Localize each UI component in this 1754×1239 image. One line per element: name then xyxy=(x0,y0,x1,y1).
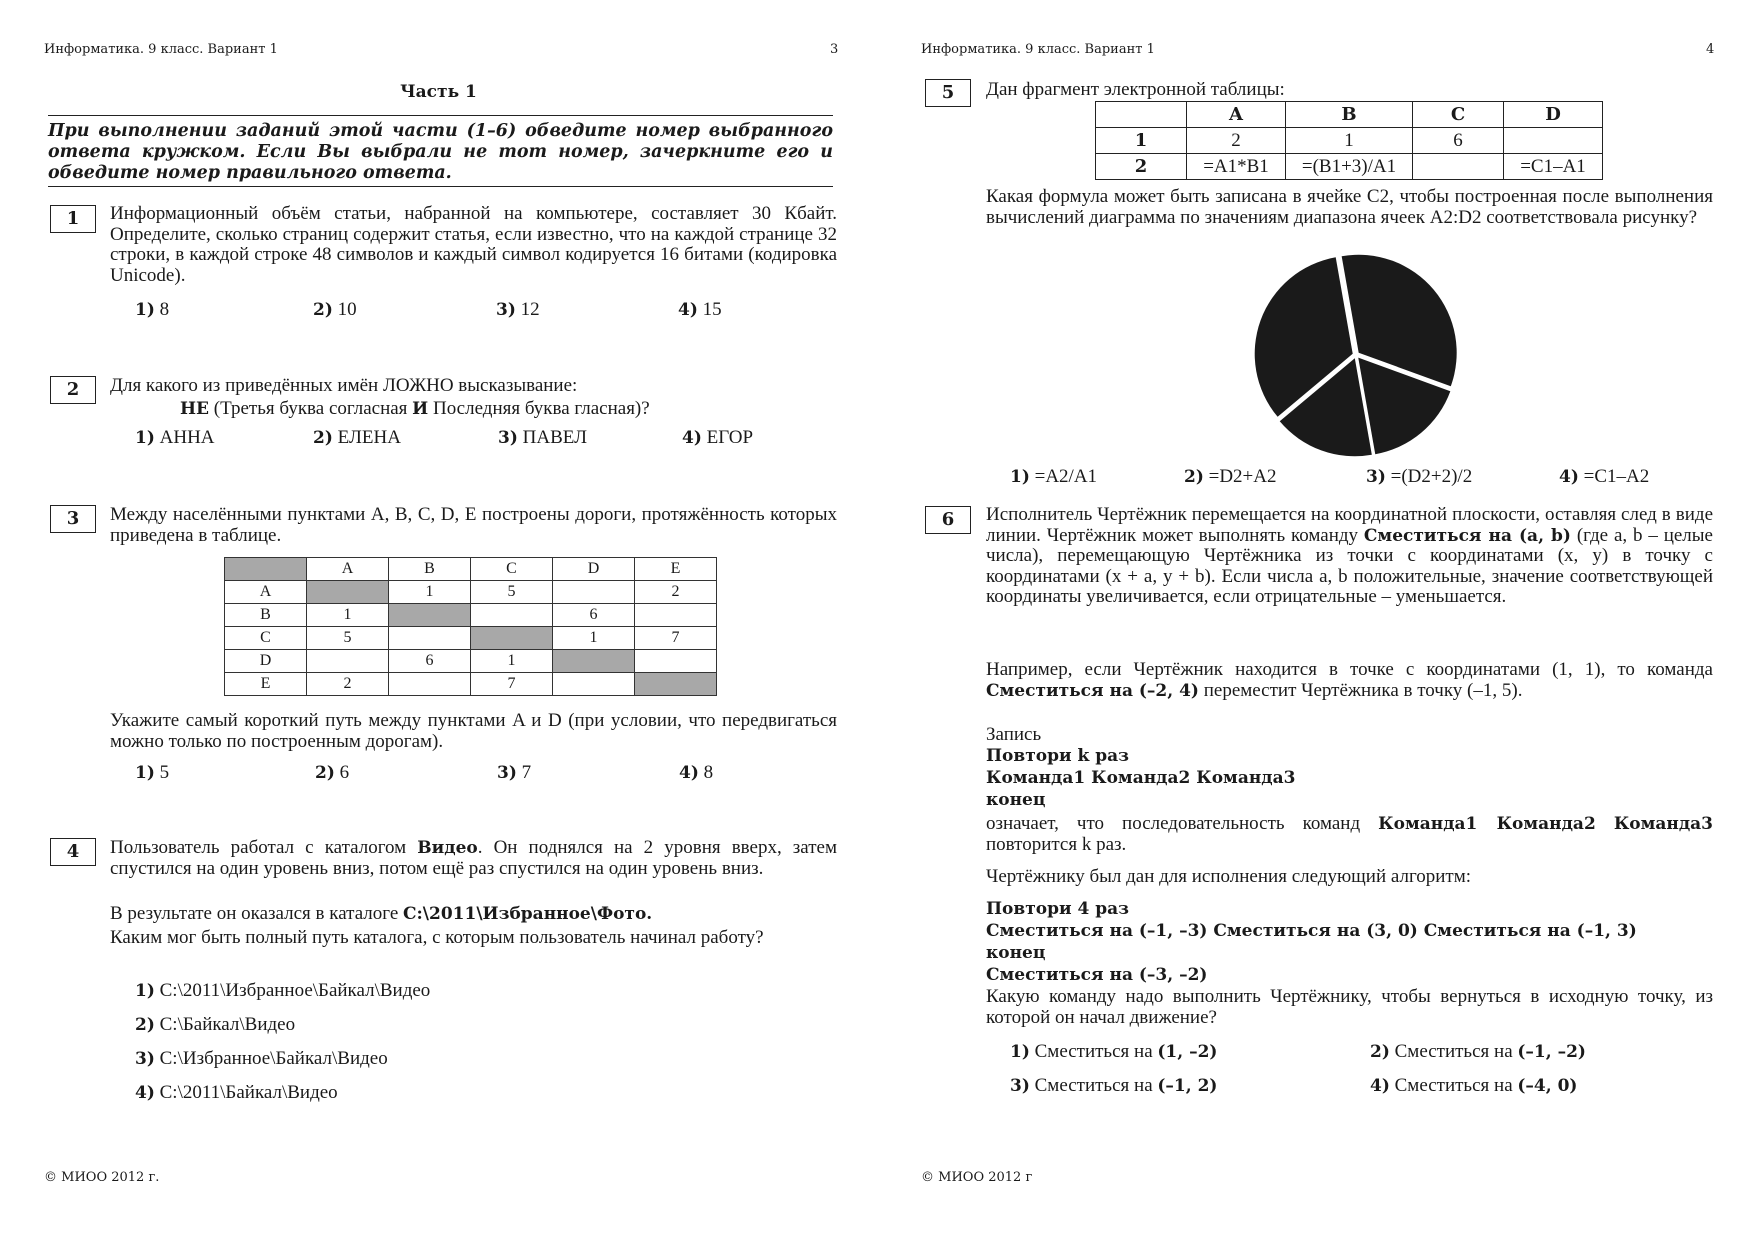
table-cell xyxy=(389,627,471,650)
page-footer: © МИОО 2012 г. xyxy=(44,1170,160,1185)
table-cell: 5 xyxy=(307,627,389,650)
question-6-given: Чертёжнику был дан для исполнения следующий алгоритм: xyxy=(986,866,1472,887)
table-header-cell: D xyxy=(1504,102,1603,128)
algorithm-end: конец xyxy=(986,943,1046,963)
table-cell xyxy=(389,673,471,696)
instruction-text: При выполнении заданий этой части (1–6) обведите номер выбранного ответа кружком. Если Вы выбрали не тот номер, зачеркните его и обведите номер правильного ответа. xyxy=(48,121,833,183)
answer-option[interactable]: 1) С:\2011\Избранное\Байкал\Видео xyxy=(135,980,431,1001)
pie-slice xyxy=(1342,255,1457,387)
answer-option[interactable]: 1) Сместиться на (1, –2) xyxy=(1010,1041,1218,1062)
question-2-text: Для какого из приведённых имён ЛОЖНО высказывание: xyxy=(110,375,578,396)
answer-option[interactable]: 2) Сместиться на (–1, –2) xyxy=(1370,1041,1586,1062)
table-header-cell: B xyxy=(1286,102,1413,128)
table-header-cell: D xyxy=(553,558,635,581)
table-cell: 2 xyxy=(635,581,717,604)
page-footer: © МИОО 2012 г xyxy=(921,1170,1033,1185)
table-cell xyxy=(1504,128,1603,154)
question-number-box: 4 xyxy=(50,838,96,866)
question-number-box: 3 xyxy=(50,505,96,533)
table-cell: 1 xyxy=(471,650,553,673)
table-row xyxy=(1096,128,1603,154)
table-cell: =A1*B1 xyxy=(1187,154,1286,180)
page-header: Информатика. 9 класс. Вариант 1 xyxy=(921,42,1155,57)
answer-option[interactable]: 3) ПАВЕЛ xyxy=(498,427,587,448)
answer-option[interactable]: 1) 8 xyxy=(135,299,170,320)
question-number-box: 1 xyxy=(50,205,96,233)
table-header-cell: E xyxy=(635,558,717,581)
question-number-box: 2 xyxy=(50,376,96,404)
answer-option[interactable]: 3) 7 xyxy=(497,762,532,783)
table-cell: 5 xyxy=(471,581,553,604)
table-cell: 1 xyxy=(307,604,389,627)
divider xyxy=(48,115,833,116)
answer-option[interactable]: 4) 15 xyxy=(678,299,722,320)
table-row xyxy=(225,581,717,604)
question-6-example: Например, если Чертёжник находится в точке с координатами (1, 1), то команда Сместиться на (–2, 4) переместит Чертёжника в точку (–1, 5). xyxy=(986,659,1713,701)
table-cell xyxy=(471,604,553,627)
table-cell: 2 xyxy=(1187,128,1286,154)
answer-option[interactable]: 2) =D2+A2 xyxy=(1184,466,1277,487)
table-cell: 1 xyxy=(389,581,471,604)
table-cell: 2 xyxy=(1096,154,1187,180)
end-keyword: конец xyxy=(986,790,1046,810)
table-cell: B xyxy=(225,604,307,627)
table-header-cell xyxy=(1096,102,1187,128)
question-3-text: Между населёнными пунктами A, B, C, D, E построены дороги, протяжённость которых приведена в таблице. xyxy=(110,504,837,546)
table-cell xyxy=(635,673,717,696)
table-cell: 1 xyxy=(553,627,635,650)
answer-option[interactable]: 3) С:\Избранное\Байкал\Видео xyxy=(135,1048,388,1069)
table-cell xyxy=(635,604,717,627)
table-cell xyxy=(553,581,635,604)
question-4-text: Пользователь работал с каталогом Видео. Он поднялся на 2 уровня вверх, затем спустился на один уровень вниз, потом ещё раз спустился на один уровень вниз. xyxy=(110,837,837,879)
table-header-cell: B xyxy=(389,558,471,581)
table-cell: A xyxy=(225,581,307,604)
page-header: Информатика. 9 класс. Вариант 1 xyxy=(44,42,278,57)
answer-option[interactable]: 3) =(D2+2)/2 xyxy=(1366,466,1473,487)
question-5-text: Дан фрагмент электронной таблицы: xyxy=(986,79,1285,100)
command-list: Команда1 Команда2 Команда3 xyxy=(986,768,1296,788)
pie-chart xyxy=(1246,250,1466,460)
algorithm-repeat: Повтори 4 раз xyxy=(986,899,1129,919)
divider xyxy=(48,186,833,187)
question-4-result: В результате он оказался в каталоге С:\2011\Избранное\Фото. xyxy=(110,903,653,924)
answer-option[interactable]: 2) 6 xyxy=(315,762,350,783)
answer-option[interactable]: 1) АННА xyxy=(135,427,215,448)
table-header-cell: C xyxy=(471,558,553,581)
question-1-text: Информационный объём статьи, набранной на компьютере, составляет 30 Кбайт. Определите, сколько страниц содержит статья, если известно, что на каждой странице 32 строки, в каждой строке 48 символов и каждый символ кодируется 16 битами (кодировка Unicode). xyxy=(110,203,837,286)
answer-option[interactable]: 1) 5 xyxy=(135,762,170,783)
answer-option[interactable]: 2) С:\Байкал\Видео xyxy=(135,1014,296,1035)
table-cell xyxy=(553,650,635,673)
table-row xyxy=(225,673,717,696)
table-cell: C xyxy=(225,627,307,650)
algorithm-body: Сместиться на (–1, –3) Сместиться на (3, 0) Сместиться на (–1, 3) xyxy=(986,921,1637,941)
repeat-keyword: Повтори k раз xyxy=(986,746,1129,766)
table-cell xyxy=(635,650,717,673)
answer-option[interactable]: 4) ЕГОР xyxy=(682,427,754,448)
table-header-cell xyxy=(225,558,307,581)
algorithm-last: Сместиться на (–3, –2) xyxy=(986,965,1208,985)
question-2-condition: НЕ (Третья буква согласная И Последняя буква гласная)? xyxy=(180,398,650,419)
table-cell: 6 xyxy=(553,604,635,627)
question-6-text: Исполнитель Чертёжник перемещается на координатной плоскости, оставляя след в виде линии. Чертёжник может выполнять команду Сместиться на (a, b) (где a, b – целые числа), перемещающую Чертёжника из точки с координатами (x, y) в точку с координатами (x + a, y + b). Если числа a, b положительные, значение соответствующей координаты увеличивается, если отрицательные – уменьшается. xyxy=(986,504,1713,607)
answer-option[interactable]: 4) =C1–A2 xyxy=(1559,466,1650,487)
table-cell: 1 xyxy=(1286,128,1413,154)
table-cell: 6 xyxy=(389,650,471,673)
question-6-question: Какую команду надо выполнить Чертёжнику, чтобы вернуться в исходную точку, из которой он начал движение? xyxy=(986,986,1713,1028)
table-cell: =C1–A1 xyxy=(1504,154,1603,180)
table-cell xyxy=(389,604,471,627)
question-3-text-2: Укажите самый короткий путь между пунктами A и D (при условии, что передвигаться можно только по построенным дорогам). xyxy=(110,710,837,752)
distance-table xyxy=(224,557,717,696)
table-cell: 2 xyxy=(307,673,389,696)
table-cell xyxy=(307,581,389,604)
table-header-cell: C xyxy=(1413,102,1504,128)
table-cell xyxy=(1413,154,1504,180)
answer-option[interactable]: 3) Сместиться на (–1, 2) xyxy=(1010,1075,1218,1096)
table-cell xyxy=(471,627,553,650)
table-row xyxy=(225,604,717,627)
table-cell xyxy=(307,650,389,673)
table-cell: 7 xyxy=(635,627,717,650)
table-cell: E xyxy=(225,673,307,696)
answer-option[interactable]: 1) =A2/A1 xyxy=(1010,466,1098,487)
question-number-box: 6 xyxy=(925,506,971,534)
table-cell xyxy=(553,673,635,696)
table-cell: 1 xyxy=(1096,128,1187,154)
page-number: 4 xyxy=(1706,42,1715,57)
table-row xyxy=(225,627,717,650)
table-header-cell: A xyxy=(1187,102,1286,128)
table-cell: D xyxy=(225,650,307,673)
answer-option[interactable]: 4) С:\2011\Байкал\Видео xyxy=(135,1082,338,1103)
question-4-ask: Каким мог быть полный путь каталога, с которым пользователь начинал работу? xyxy=(110,927,764,948)
table-header-cell: A xyxy=(307,558,389,581)
answer-option[interactable]: 4) 8 xyxy=(679,762,714,783)
part-title: Часть 1 xyxy=(400,82,477,102)
table-cell: =(B1+3)/A1 xyxy=(1286,154,1413,180)
answer-option[interactable]: 2) ЕЛЕНА xyxy=(313,427,401,448)
table-row xyxy=(225,650,717,673)
table-row xyxy=(1096,154,1603,180)
answer-option[interactable]: 4) Сместиться на (–4, 0) xyxy=(1370,1075,1578,1096)
page-number: 3 xyxy=(830,42,839,57)
answer-option[interactable]: 3) 12 xyxy=(496,299,540,320)
table-cell: 7 xyxy=(471,673,553,696)
right-page xyxy=(877,0,1754,1239)
question-6-zapis: Запись xyxy=(986,724,1042,745)
question-5-text-2: Какая формула может быть записана в ячейке C2, чтобы построенная после выполнения вычислений диаграмма по значениям диапазона ячеек A2:D2 соответствовала рисунку? xyxy=(986,186,1713,228)
table-cell: 6 xyxy=(1413,128,1504,154)
spreadsheet-table xyxy=(1095,101,1603,180)
question-6-means: означает, что последовательность команд Команда1 Команда2 Команда3 повторится k раз. xyxy=(986,813,1714,855)
answer-option[interactable]: 2) 10 xyxy=(313,299,357,320)
question-number-box: 5 xyxy=(925,79,971,107)
